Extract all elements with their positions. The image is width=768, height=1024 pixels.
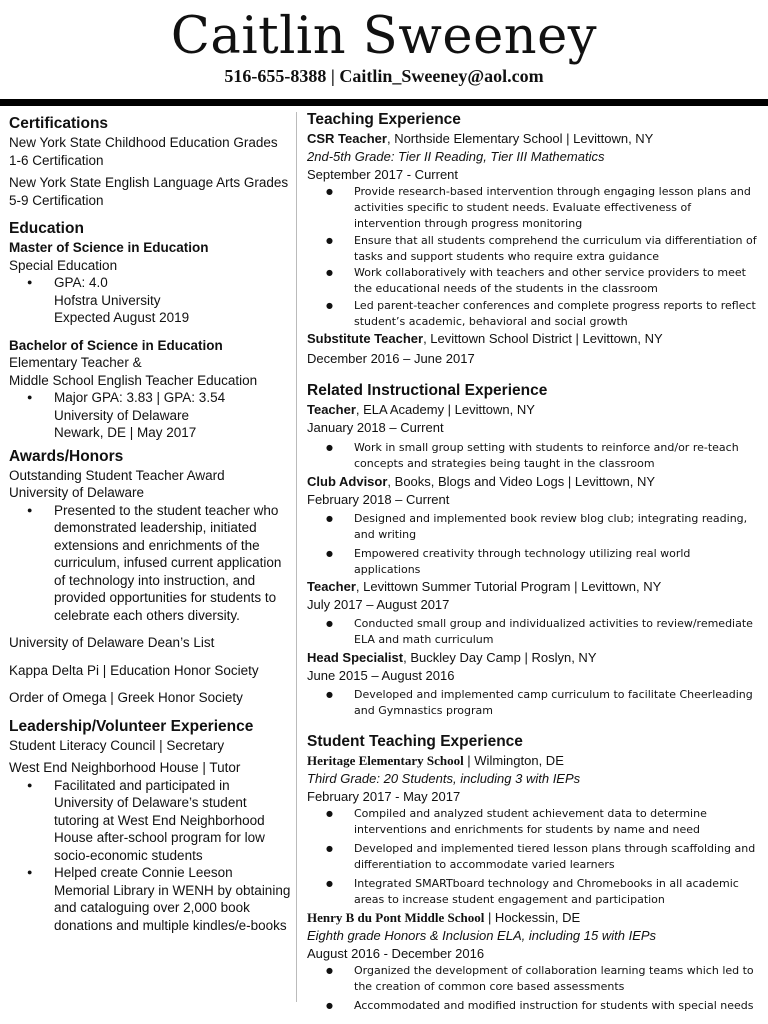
degree-field: Special Education: [9, 257, 118, 273]
job-date: September 2017 - Current: [307, 167, 459, 182]
job-duties: [307, 511, 759, 578]
job-title: CSR Teacher: [307, 131, 387, 146]
left-column: [9, 114, 291, 934]
award-detail: ● Presented to the student teacher who demonstrated leadership, initiated extensions and enrichments of the curriculum, infused current application of technology into instruction, and provided opportunities for students to celebrate each others diversity.: [9, 502, 291, 625]
job-duty: ● Work in small group setting with students to reinforce and/or re-teach concepts and strategies being taught in the classroom: [307, 440, 759, 472]
job-duties: [307, 440, 759, 472]
job-line: [307, 130, 759, 148]
job-duty: ● Conducted small group and individualized activities to review/remediate ELA and math curriculum: [307, 616, 759, 648]
job-duties: [307, 806, 759, 908]
job-title: Club Advisor: [307, 473, 388, 489]
job-date: February 2018 – Current: [307, 491, 450, 507]
applicant-name: Caitlin Sweeney: [170, 7, 598, 66]
job-title: Teacher: [307, 579, 356, 594]
job-org: , Books, Blogs and Video Logs | Levittown, NY: [387, 473, 656, 489]
job-line: [307, 330, 759, 348]
job-duty: ● Ensure that all students comprehend the curriculum via differentiation of tasks and support students who require extra guidance: [307, 233, 759, 265]
leadership-details: [9, 777, 291, 935]
degree-detail: ● GPA: 4.0 Hofstra University Expected August 2019: [9, 274, 291, 327]
job-duty: ● Developed and implemented tiered lesson plans through scaffolding and differentiation to accommodate varied learners: [307, 841, 759, 873]
job-org: , Buckley Day Camp | Roslyn, NY: [403, 649, 597, 665]
section-heading-awards: Awards/Honors: [9, 447, 124, 465]
job-duty: ● Developed and implemented camp curriculum to facilitate Cheerleading and Gymnastics program: [307, 687, 759, 719]
job-duty: ● Provide research-based intervention through engaging lesson plans and activities specific to student needs. Evaluate effectiveness of intervention through progress monitoring: [307, 184, 759, 232]
job-subtitle: Eighth grade Honors & Inclusion ELA, including 15 with IEPs: [307, 927, 657, 943]
job-duty: ● Empowered creativity through technology utilizing real world applications: [307, 546, 759, 578]
job-subtitle: 2nd-5th Grade: Tier II Reading, Tier III Mathematics: [307, 149, 605, 164]
job-org: , Levittown Summer Tutorial Program | Levittown, NY: [355, 579, 662, 594]
degree-detail: ● Major GPA: 3.83 | GPA: 3.54 University of Delaware Newark, DE | May 2017: [9, 389, 291, 442]
resume-header: [0, 0, 768, 98]
job-title: Teacher: [307, 402, 356, 417]
section-heading-certifications: Certifications: [9, 115, 109, 132]
job-line: [307, 401, 759, 419]
job-org: , Northside Elementary School | Levittown, NY: [386, 131, 654, 146]
job-subtitle: Third Grade: 20 Students, including 3 with IEPs: [307, 771, 581, 786]
job-duty: ● Led parent-teacher conferences and complete progress reports to reflect student’s academic, behavioral and social growth: [307, 298, 759, 330]
job-duty: ● Integrated SMARTboard technology and Chromebooks in all academic areas to increase student engagement and participation: [307, 876, 759, 908]
certification-item: New York State English Language Arts Grades 5-9 Certification: [9, 175, 289, 208]
job-line: [307, 752, 759, 770]
job-title: Head Specialist: [307, 649, 404, 665]
job-duties: [307, 616, 759, 648]
job-date: January 2018 – Current: [307, 420, 444, 435]
right-column: [307, 110, 759, 1014]
job-title: Henry B du Pont Middle School: [307, 909, 485, 925]
job-duty: ● Accommodated and modified instruction for students with special needs: [307, 998, 759, 1014]
award-title: Outstanding Student Teacher Award: [9, 467, 225, 483]
job-duty: ● Compiled and analyzed student achievement data to determine interventions and enrichments for students by name and need: [307, 806, 759, 838]
job-date: August 2016 - December 2016: [307, 945, 485, 961]
degree-title: Master of Science in Education: [9, 240, 209, 255]
honor-item: Kappa Delta Pi | Education Honor Society: [9, 662, 259, 678]
job-title: Substitute Teacher: [307, 331, 424, 346]
award-org: University of Delaware: [9, 485, 145, 500]
leadership-detail: ● Helped create Connie Leeson Memorial Library in WENH by obtaining and cataloguing over 2,000 book donations and multiple kindles/e-books: [9, 864, 291, 934]
job-line: [307, 909, 759, 927]
degree-field: Middle School English Teacher Education: [9, 372, 258, 388]
award-details: [9, 502, 291, 625]
job-duty: ● Designed and implemented book review blog club; integrating reading, and writing: [307, 511, 759, 543]
leadership-item: West End Neighborhood House | Tutor: [9, 760, 241, 775]
degree-title: Bachelor of Science in Education: [9, 337, 223, 353]
leadership-detail: ● Facilitated and participated in University of Delaware’s student tutoring at West End Neighborhood House after-school program for low socio-economic students: [9, 777, 291, 865]
job-date: June 2015 – August 2016: [307, 667, 455, 683]
job-org: | Hockessin, DE: [484, 909, 581, 925]
section-heading-teaching: Teaching Experience: [307, 111, 461, 128]
job-duties: [307, 963, 759, 1014]
job-date: February 2017 - May 2017: [307, 789, 461, 804]
header-rule: [0, 99, 768, 106]
job-line: [307, 473, 759, 491]
honor-item: Order of Omega | Greek Honor Society: [9, 690, 243, 705]
section-heading-education: Education: [9, 220, 84, 237]
contact-info: 516-655-8388 | Caitlin_Sweeney@aol.com: [224, 66, 544, 86]
certification-item: New York State Childhood Education Grades 1-6 Certification: [9, 135, 278, 168]
job-org: , ELA Academy | Levittown, NY: [355, 402, 535, 417]
job-date: July 2017 – August 2017: [307, 597, 450, 612]
job-line: [307, 578, 759, 596]
degree-details: [9, 274, 291, 327]
degree-field: Elementary Teacher &: [9, 355, 142, 370]
job-line: [307, 649, 759, 667]
job-org: , Levittown School District | Levittown, NY: [423, 331, 663, 346]
job-title: Heritage Elementary School: [307, 753, 464, 768]
job-duty: ● Organized the development of collaboration learning teams which led to the creation of common core based assessments: [307, 963, 759, 995]
section-heading-student-teaching: Student Teaching Experience: [307, 733, 523, 750]
job-duties: [307, 687, 759, 719]
degree-details: [9, 389, 291, 442]
column-divider: [296, 112, 297, 1002]
job-date: December 2016 – June 2017: [307, 351, 475, 366]
job-org: | Wilmington, DE: [463, 753, 564, 768]
job-duties: [307, 184, 759, 330]
section-heading-related: Related Instructional Experience: [307, 382, 548, 399]
section-heading-leadership: Leadership/Volunteer Experience: [9, 717, 254, 735]
job-duty: ● Work collaboratively with teachers and other service providers to meet the educational needs of the students in the classroom: [307, 265, 759, 297]
honor-item: University of Delaware Dean’s List: [9, 635, 215, 650]
leadership-item: Student Literacy Council | Secretary: [9, 737, 225, 753]
